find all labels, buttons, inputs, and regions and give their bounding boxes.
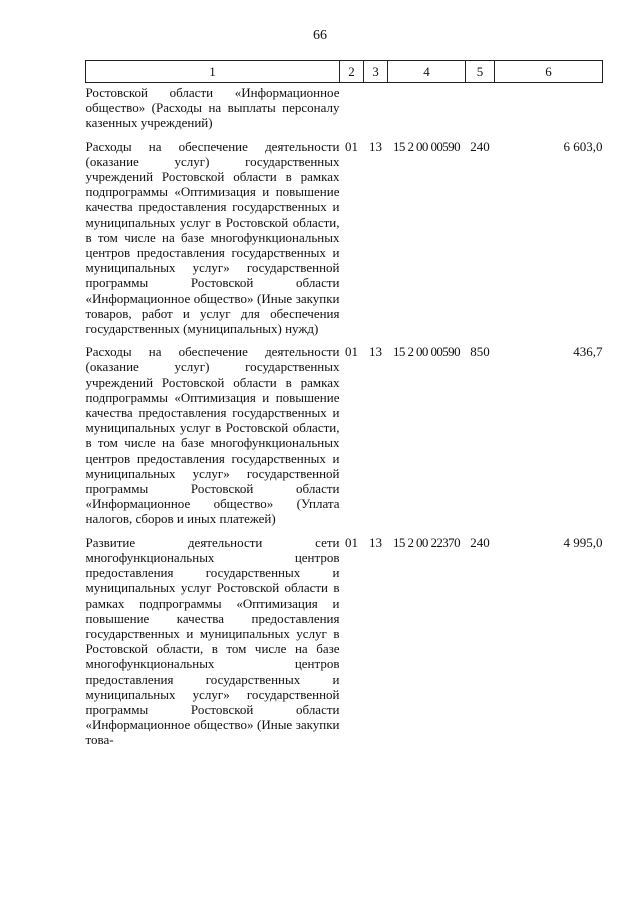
budget-table xyxy=(85,60,603,748)
row-expense-type xyxy=(466,83,495,131)
column-header-6: 6 xyxy=(495,61,603,83)
row-expense-type: 240 xyxy=(470,138,490,154)
table-header-row xyxy=(86,61,603,83)
row-description: Расходы на обеспечение деятельности (оказание услуг) государственных учреждений Ростовской области в рамках подпрограммы «Оптимизация и повышение качества предоставления государственных и муниципальных услуг в Ростовской области, в том числе на базе многофункциональных центров предоставления государственных и муниципальных услуг» государственной программы Ростовской области «Информационное общество» (Уплата налогов, сборов и иных платежей) xyxy=(85,344,340,527)
row-target-code xyxy=(388,83,466,131)
row-target-code: 15 2 00 22370 xyxy=(393,534,460,550)
row-target-code: 15 2 00 00590 xyxy=(393,344,460,360)
row-target-code: 15 2 00 00590 xyxy=(393,138,460,154)
row-subsection: 13 xyxy=(369,344,382,360)
row-subsection xyxy=(364,83,388,131)
row-subsection: 13 xyxy=(369,138,382,154)
table-row xyxy=(86,336,603,526)
row-subsection: 13 xyxy=(369,534,382,550)
row-expense-type: 240 xyxy=(470,534,490,550)
row-description: Развитие деятельности сети многофункциональных центров предоставления государственных и муниципальных услуг Ростовской области в рамках подпрограммы «Оптимизация и повышение качества предоставления государственных и муниципальных услуг в Ростовской области, в том числе на базе многофункциональных центров предоставления государственных и муниципальных услуг» государственной программы Ростовской области «Информационное общество» (Иные закупки това- xyxy=(85,534,340,748)
row-amount: 4 995,0 xyxy=(563,534,603,550)
page-number: 66 xyxy=(313,28,327,43)
row-amount: 6 603,0 xyxy=(563,138,603,154)
row-section: 01 xyxy=(345,138,358,154)
row-section: 01 xyxy=(345,534,358,550)
column-header-3: 3 xyxy=(364,61,388,83)
column-header-5: 5 xyxy=(466,61,495,83)
table-row xyxy=(86,527,603,748)
column-header-1: 1 xyxy=(86,61,340,83)
table-row xyxy=(86,131,603,337)
row-expense-type: 850 xyxy=(470,344,490,360)
row-amount: 436,7 xyxy=(573,344,603,360)
column-header-2: 2 xyxy=(340,61,364,83)
row-amount xyxy=(495,83,603,131)
column-header-4: 4 xyxy=(388,61,466,83)
row-description: Ростовской области «Информационное общество» (Расходы на выплаты персоналу казенных учреждений) xyxy=(85,85,340,131)
table-row xyxy=(86,83,603,131)
row-section xyxy=(340,83,364,131)
row-section: 01 xyxy=(345,344,358,360)
row-description: Расходы на обеспечение деятельности (оказание услуг) государственных учреждений Ростовской области в рамках подпрограммы «Оптимизация и повышение качества предоставления государственных и муниципальных услуг в Ростовской области, в том числе на базе многофункциональных центров предоставления государственных и муниципальных услуг» государственной программы Ростовской области «Информационное общество» (Иные закупки товаров, работ и услуг для обеспечения государственных (муниципальных) нужд) xyxy=(85,138,340,337)
